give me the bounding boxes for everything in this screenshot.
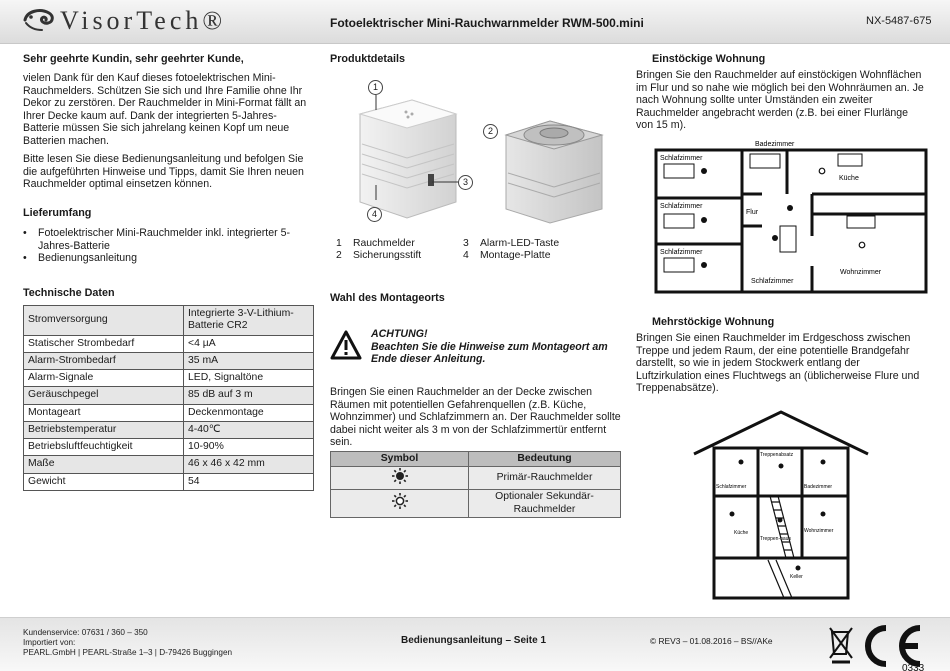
- room-label: Treppen-haus: [760, 536, 791, 542]
- room-label: Schlafzimmer: [751, 278, 794, 285]
- table-row: [331, 490, 621, 518]
- callout-2: 2: [483, 124, 498, 139]
- room-label: Küche: [734, 530, 749, 536]
- product-heading: Produktdetails: [330, 53, 405, 65]
- spec-label: Stromversorgung: [24, 306, 184, 336]
- room-label: Badezimmer: [804, 484, 833, 490]
- page-indicator: Bedienungsanleitung – Seite 1: [401, 635, 547, 646]
- room-label: Küche: [839, 175, 859, 182]
- primary-detector-icon: [331, 467, 469, 490]
- table-row: [331, 467, 621, 490]
- callout-4: 4: [367, 207, 382, 222]
- room-label: Badezimmer: [755, 141, 795, 148]
- brand-name: VisorTech®: [60, 6, 227, 35]
- table-row: [24, 352, 314, 369]
- single-floor-heading: Einstöckige Wohnung: [652, 53, 766, 65]
- single-floor-plan: [652, 136, 930, 296]
- room-label: Schlafzimmer: [716, 484, 747, 490]
- optional-detector-icon: [331, 490, 469, 518]
- spec-label: Montageart: [24, 404, 184, 421]
- tech-heading: Technische Daten: [23, 287, 115, 299]
- list-item: • Bedienungsanleitung: [23, 252, 303, 265]
- spec-value: <4 µA: [184, 335, 314, 352]
- header: [0, 0, 950, 44]
- warning-triangle-icon: [330, 330, 362, 360]
- spec-value: 46 x 46 x 42 mm: [184, 456, 314, 473]
- chameleon-logo-icon: [22, 6, 56, 36]
- spec-value: 10-90%: [184, 439, 314, 456]
- table-row: [24, 404, 314, 421]
- spec-value: 4-40℃: [184, 421, 314, 438]
- table-row: [24, 439, 314, 456]
- spec-label: Betriebsluftfeuchtigkeit: [24, 439, 184, 456]
- multi-floor-house: [690, 410, 872, 606]
- certification-marks: [828, 622, 938, 671]
- mount-paragraph: Bringen Sie einen Rauchmelder an der Decke zwischen Räumen mit potentiellen Gefahrenquellen (z.B. Küche, Wohnzimmer) und Schlafzimmern an. Der Rauchmelder sollte dabei nicht weiter als 3 m von der Schlafzimmertür entfernt sein.: [330, 386, 621, 448]
- callout-3: 3: [458, 175, 473, 190]
- callout-lines: [360, 90, 470, 215]
- multi-floor-heading: Mehrstöckige Wohnung: [652, 316, 775, 328]
- spec-value: 35 mA: [184, 352, 314, 369]
- table-row: [24, 306, 314, 336]
- spec-value: 54: [184, 473, 314, 490]
- spec-label: Betriebstemperatur: [24, 421, 184, 438]
- single-floor-paragraph: Bringen Sie den Rauchmelder auf einstöckigen Wohnflächen im Flur und so nahe wie möglich bei den Wohnräumen an. Je nach Wohnung sollte unter Umständen ein zweiter Rauchmelder angebracht werden (z.B. bei einer Flurlänge von 15 m).: [636, 69, 924, 131]
- table-row: [24, 421, 314, 438]
- callout-1: 1: [368, 80, 383, 95]
- scope-list: [23, 227, 303, 265]
- scope-heading: Lieferumfang: [23, 207, 92, 219]
- multi-floor-paragraph: Bringen Sie einen Rauchmelder im Erdgeschoss zwischen Treppe und jedem Raum, der eine potentielle Brandgefahr darstellt, so wie in jedem Stockwerk entlang der Luftzirkulation eines Fluchtwegs an (üblicherweise Flure und Treppenabsätze).: [636, 332, 920, 394]
- table-row: [24, 456, 314, 473]
- room-label: Wohnzimmer: [804, 528, 834, 534]
- instruction-paragraph: Bitte lesen Sie diese Bedienungsanleitung und befolgen Sie die aufgeführten Hinweise und Tipps, damit Sie Ihren neuen Rauchmelder optimal einsetzen können.: [23, 153, 304, 190]
- notified-body-number: 0333: [902, 663, 925, 671]
- brand-logo: [22, 6, 226, 37]
- spec-value: 85 dB auf 3 m: [184, 387, 314, 404]
- parts-legend: 1 Rauchmelder 3 Alarm-LED-Taste 2 Sicherungsstift 4 Montage-Platte: [336, 238, 560, 262]
- room-label: Wohnzimmer: [840, 269, 882, 276]
- room-label: Keller: [790, 574, 803, 580]
- spec-value: Deckenmontage: [184, 404, 314, 421]
- room-label: Flur: [746, 209, 759, 216]
- spec-value: Integrierte 3-V-Lithium-Batterie CR2: [184, 306, 314, 336]
- table-row: [24, 335, 314, 352]
- spec-value: LED, Signaltöne: [184, 370, 314, 387]
- list-item: • Fotoelektrischer Mini-Rauchmelder inkl. integrierter 5-Jahres-Batterie: [23, 227, 303, 252]
- importer-address: PEARL.GmbH | PEARL-Straße 1–3 | D-79426 Buggingen: [23, 648, 233, 657]
- room-label: Schlafzimmer: [660, 155, 703, 162]
- importer-label: Importiert von:: [23, 638, 76, 647]
- revision: © REV3 – 01.08.2016 – BS//AKe: [650, 636, 773, 646]
- symbol-column-header: Symbol: [331, 452, 469, 467]
- warning-text: Beachten Sie die Hinweise zum Montageort am Ende dieser Anleitung.: [371, 340, 608, 365]
- document-title: Fotoelektrischer Mini-Rauchwarnmelder RWM-500.mini: [330, 16, 644, 30]
- spec-label: Maße: [24, 456, 184, 473]
- smoke-detector-back-image: [500, 113, 608, 225]
- footer: [0, 617, 950, 671]
- room-label: Schlafzimmer: [660, 203, 703, 210]
- spec-label: Statischer Strombedarf: [24, 335, 184, 352]
- spec-label: Alarm-Signale: [24, 370, 184, 387]
- symbol-table: [330, 451, 621, 518]
- table-row: [24, 473, 314, 490]
- room-label: Treppenabsatz: [760, 452, 794, 458]
- product-code: NX-5487-675: [866, 15, 932, 27]
- footer-contact: [23, 628, 232, 658]
- room-label: Schlafzimmer: [660, 249, 703, 256]
- weee-ce-icon: [828, 622, 938, 671]
- mount-heading: Wahl des Montageorts: [330, 292, 445, 304]
- meaning-column-header: Bedeutung: [469, 452, 621, 467]
- tech-data-table: [23, 305, 314, 491]
- warning-box: [371, 328, 616, 366]
- warning-title: ACHTUNG!: [371, 328, 428, 340]
- symbol-meaning: Primär-Rauchmelder: [469, 467, 621, 490]
- table-row: [24, 387, 314, 404]
- spec-label: Geräuschpegel: [24, 387, 184, 404]
- intro-paragraph: vielen Dank für den Kauf dieses fotoelektrischen Mini-Rauchmelders. Schützen Sie sich und Ihre Familie ohne Ihr Dekor zu zerstören. Der Rauchmelder in Mini-Format fällt an Ihrer Decke kaum auf. Dank der integrierten 5-Jahres-Batterie müssen Sie sich jahrelang keinen Kopf um neue Batterien machen.: [23, 72, 307, 147]
- spec-label: Alarm-Strombedarf: [24, 352, 184, 369]
- spec-label: Gewicht: [24, 473, 184, 490]
- greeting: Sehr geehrte Kundin, sehr geehrter Kunde,: [23, 53, 244, 65]
- customer-service: Kundenservice: 07631 / 360 – 350: [23, 628, 148, 637]
- table-row: [24, 370, 314, 387]
- symbol-meaning: Optionaler Sekundär-Rauchmelder: [469, 490, 621, 518]
